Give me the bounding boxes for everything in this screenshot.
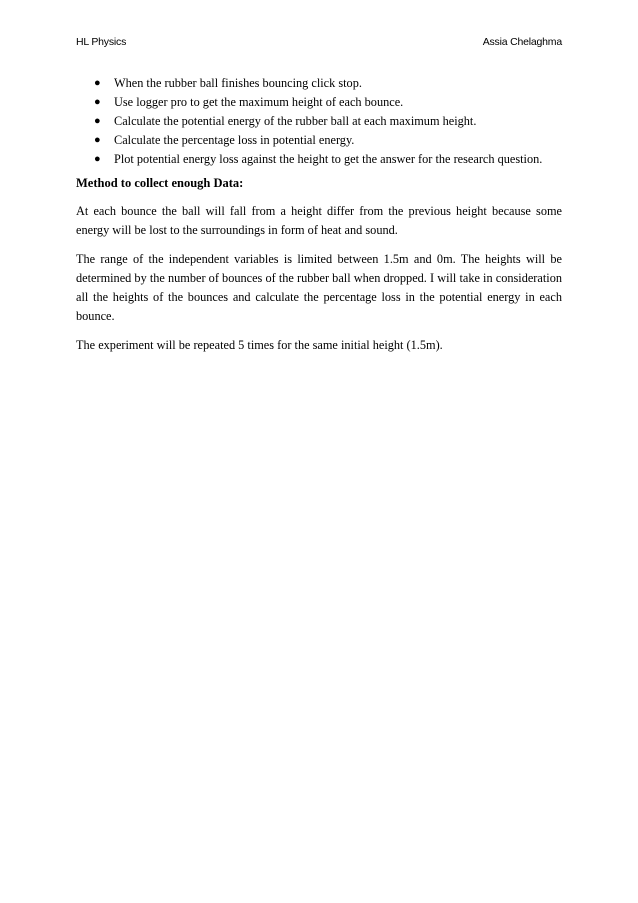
list-item [76,74,562,93]
list-item-text: Use logger pro to get the maximum height of each bounce. [114,95,404,109]
bullet-icon: ● [94,77,101,89]
bullet-icon: ● [94,115,101,127]
page-header [76,36,562,52]
list-item-text: Plot potential energy loss against the height to get the answer for the research question. [114,152,543,166]
paragraph-range: The range of the independent variables is limited between 1.5m and 0m. The heights will be determined by the number of bounces of the rubber ball when dropped. I will take in consideration all the heights of the bounces and calculate the percentage loss in the potential energy in each bounce. [76,252,562,323]
list-item [76,112,562,131]
paragraph-repeats: The experiment will be repeated 5 times for the same initial height (1.5m). [76,338,443,352]
list-item-text: When the rubber ball finishes bouncing click stop. [114,76,362,90]
procedure-list [76,74,562,169]
document-body [76,74,562,365]
list-item [76,131,562,150]
header-course: HL Physics [76,36,127,48]
header-author: Assia Chelaghma [482,36,562,48]
list-item [76,150,562,169]
bullet-icon: ● [94,153,101,165]
paragraph-energy-loss: At each bounce the ball will fall from a height differ from the previous height because some energy will be lost to the surroundings in form of heat and sound. [76,204,562,237]
bullet-icon: ● [94,134,101,146]
list-item-text: Calculate the potential energy of the rubber ball at each maximum height. [114,114,477,128]
list-item [76,93,562,112]
section-heading: Method to collect enough Data: [76,176,244,190]
bullet-icon: ● [94,96,101,108]
list-item-text: Calculate the percentage loss in potential energy. [114,133,355,147]
